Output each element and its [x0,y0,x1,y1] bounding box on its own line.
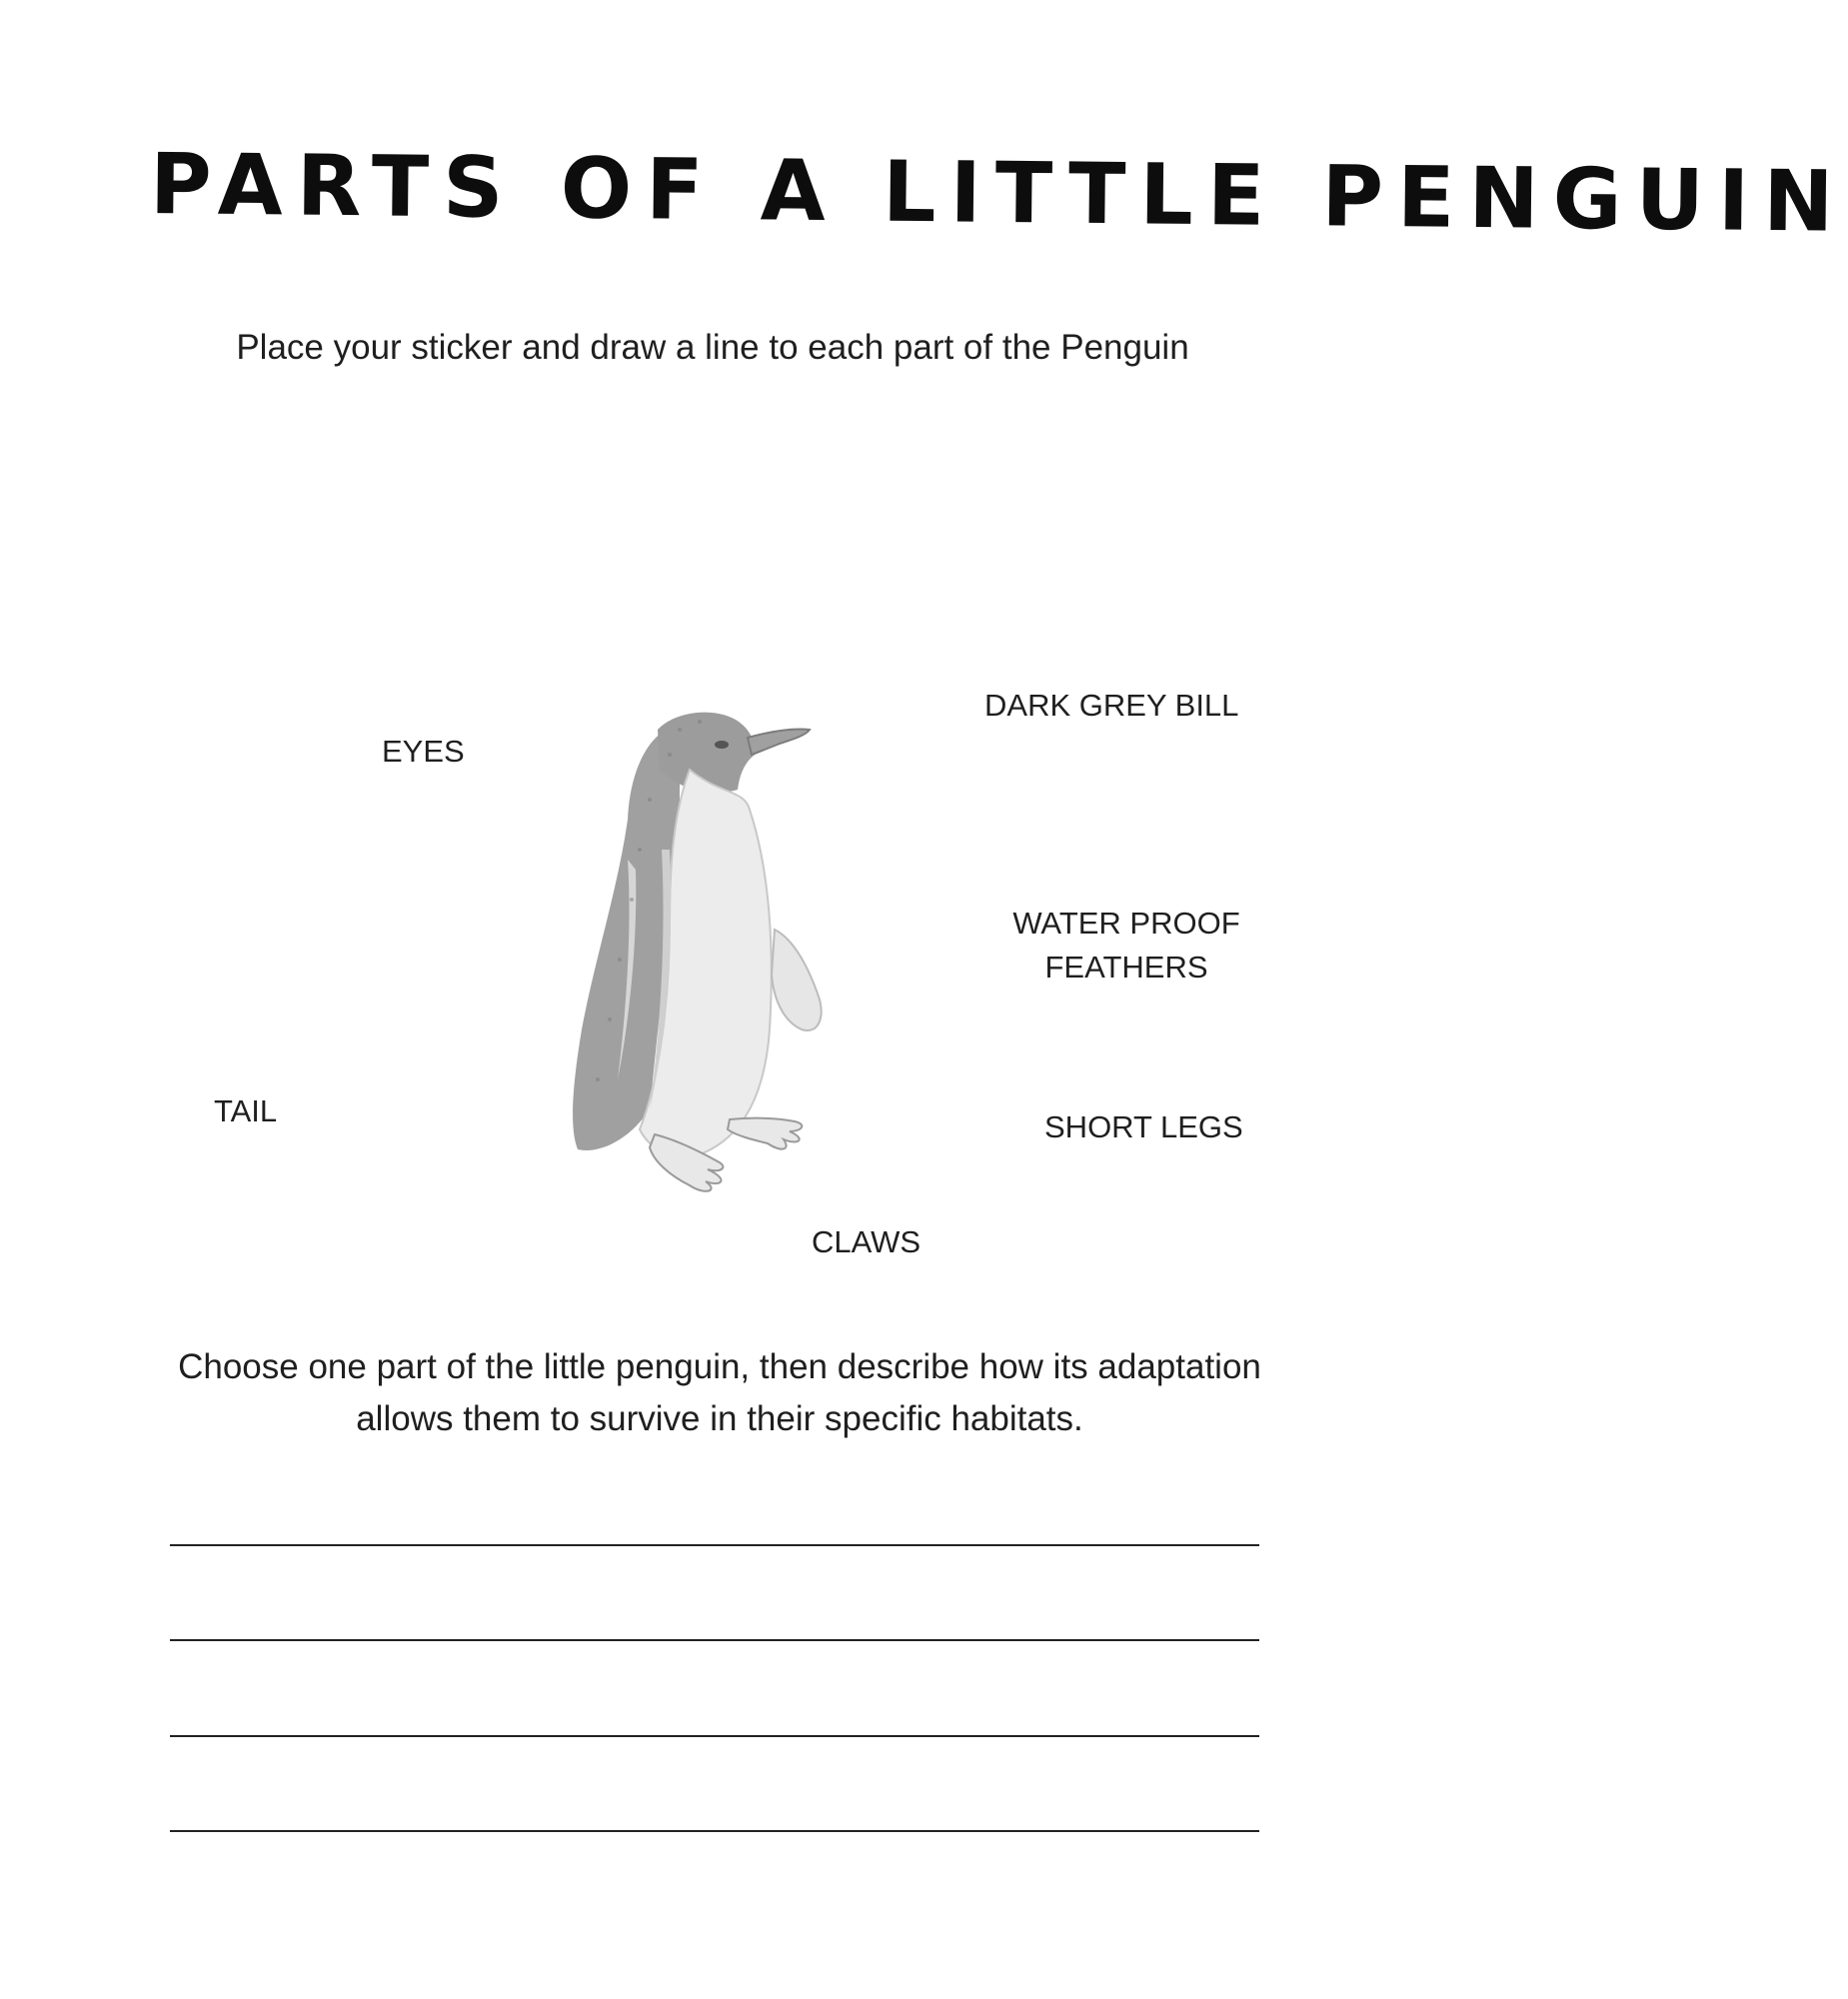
label-water-proof-feathers [1011,902,1241,990]
label-short-legs: SHORT LEGS [1044,1109,1243,1144]
writing-line-4[interactable] [170,1830,1259,1832]
prompt-line-2: allows them to survive in their specific habitats. [356,1399,1083,1438]
label-claws: CLAWS [812,1224,922,1259]
penguin-bill [748,729,810,755]
penguin-illustration [570,700,880,1209]
label-water-proof-line1: WATER PROOF [1012,906,1240,941]
label-dark-grey-bill: DARK GREY BILL [984,688,1239,723]
writing-line-1[interactable] [170,1544,1259,1546]
writing-line-3[interactable] [170,1735,1259,1737]
writing-line-2[interactable] [170,1639,1259,1641]
penguin-eye [715,741,729,749]
label-water-proof-line2: FEATHERS [1044,950,1208,985]
label-tail: TAIL [214,1093,278,1128]
penguin-flipper [772,930,822,1030]
page-title: PARTS OF A LITTLE PENGUIN [149,135,1848,251]
writing-prompt [150,1341,1289,1445]
penguin-foot-right [728,1118,802,1149]
label-eyes: EYES [382,734,465,769]
instruction-text: Place your sticker and draw a line to each part of the Penguin [236,328,1189,367]
prompt-line-1: Choose one part of the little penguin, then describe how its adaptation [178,1347,1261,1386]
